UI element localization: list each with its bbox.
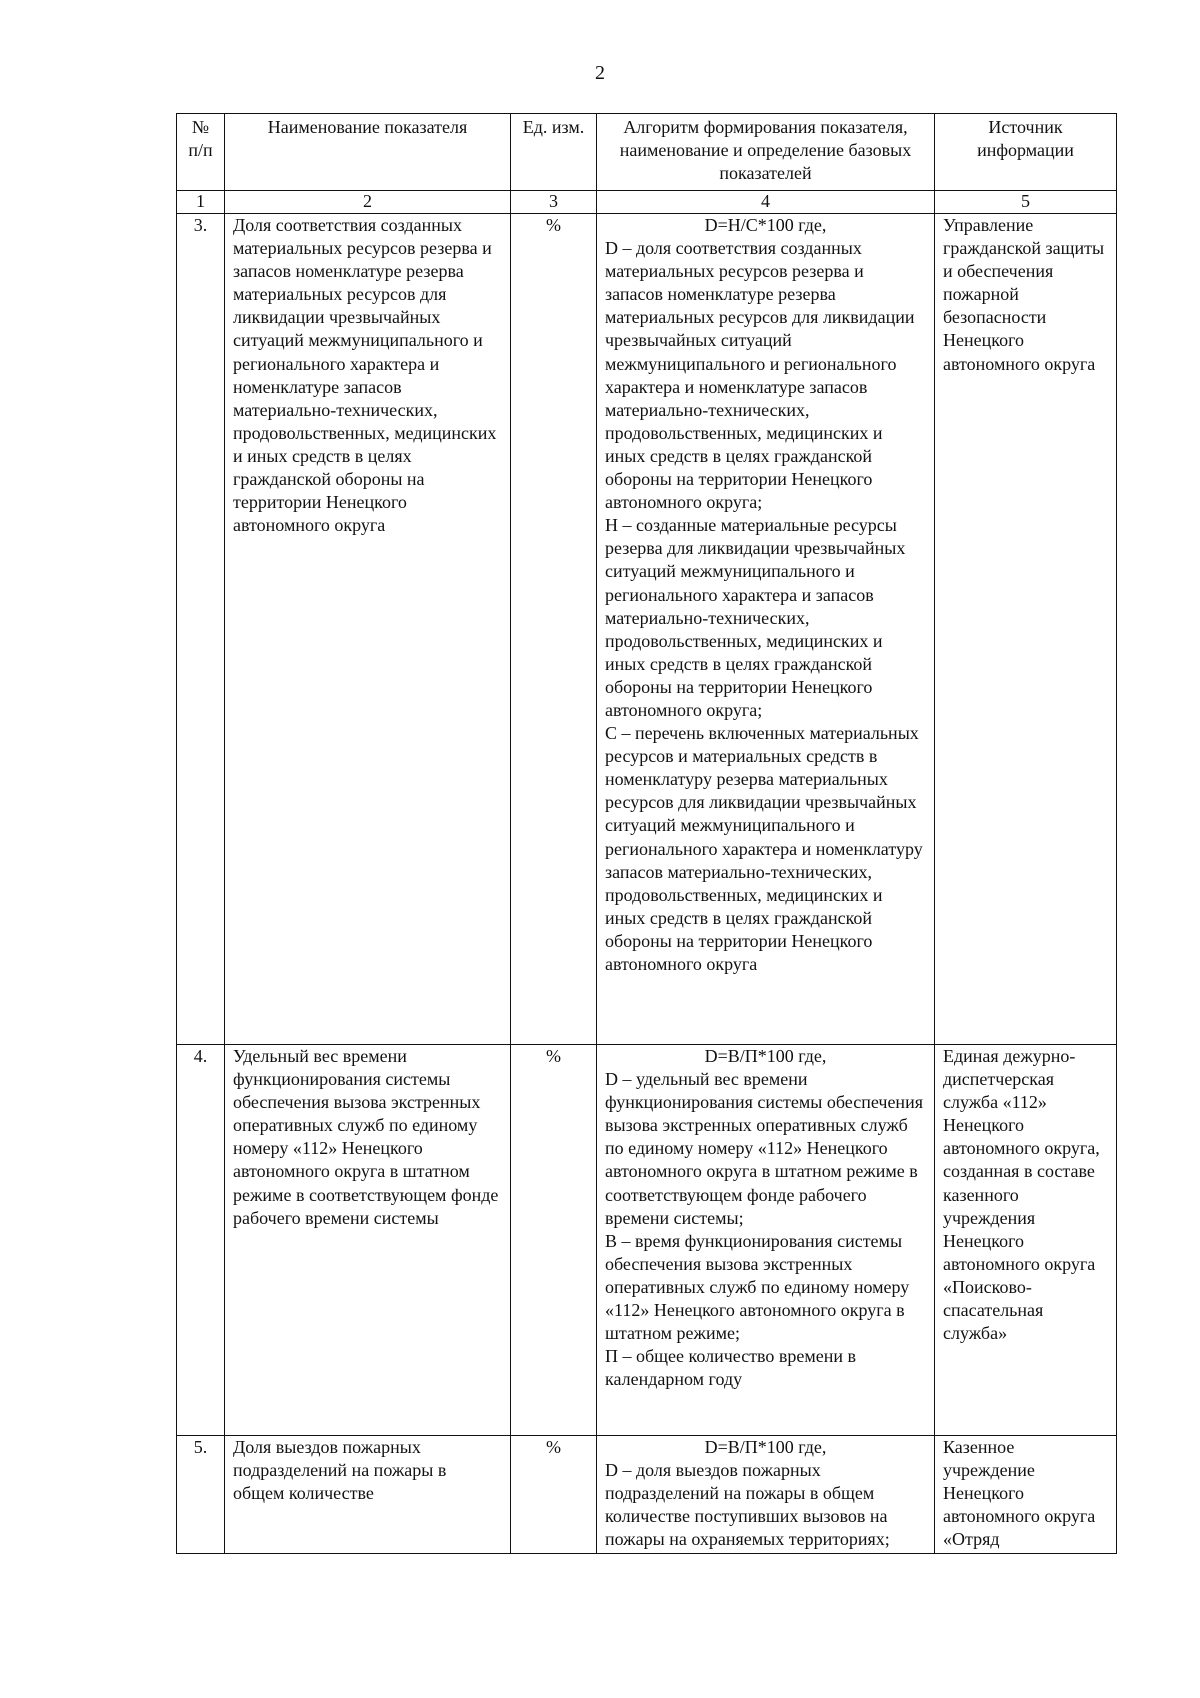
algorithm-definition: D – удельный вес времени функционирования системы обеспечения вызова экстренных оперативных служб по единому номеру «112» Ненецкого автономного округа в штатном режиме в соответствующем фонде рабочего времени системы; bbox=[605, 1069, 923, 1228]
algorithm-definition: П – общее количество времени в календарном году bbox=[605, 1346, 857, 1390]
table-header-row bbox=[177, 114, 1117, 191]
header-algorithm: Алгоритм формирования показателя, наименование и определение базовых показателей bbox=[597, 114, 935, 191]
algorithm-definition: С – перечень включенных материальных ресурсов и материальных средств в номенклатуру резерва материальных ресурсов для ликвидации чрезвычайных ситуаций межмуниципального и регионального характера и номенклатуру запасов материально-технических, продовольственных, медицинских и иных средств в целях гражданской обороны на территории Ненецкого автономного округа bbox=[605, 723, 923, 974]
header-unit: Ед. изм. bbox=[511, 114, 597, 191]
column-number: 5 bbox=[935, 191, 1117, 214]
table-row bbox=[177, 1436, 1117, 1554]
column-number-row bbox=[177, 191, 1117, 214]
table-row bbox=[177, 1045, 1117, 1436]
algorithm-definition: Н – созданные материальные ресурсы резерва для ликвидации чрезвычайных ситуаций межмуниципального и регионального характера и запасов материально-технических, продовольственных, медицинских и иных средств в целях гражданской обороны на территории Ненецкого автономного округа; bbox=[605, 515, 906, 720]
algorithm-definition: D – доля выездов пожарных подразделений на пожары в общем количестве поступивших вызовов на пожары на охраняемых территориях; bbox=[605, 1460, 890, 1550]
indicator-algorithm bbox=[597, 214, 935, 1045]
indicator-name: Доля соответствия созданных материальных ресурсов резерва и запасов номенклатуре резерва материальных ресурсов для ликвидации чрезвычайных ситуаций межмуниципального и регионального характера и номенклатуре запасов материально-технических, продовольственных, медицинских и иных средств в целях гражданской обороны на территории Ненецкого автономного округа bbox=[225, 214, 511, 1045]
algorithm-definition: D – доля соответствия созданных материальных ресурсов резерва и запасов номенклатуре резерва материальных ресурсов для ликвидации чрезвычайных ситуаций межмуниципального и регионального характера и номенклатуре запасов материально-технических, продовольственных, медицинских и иных средств в целях гражданской обороны на территории Ненецкого автономного округа; bbox=[605, 238, 915, 513]
indicator-unit: % bbox=[511, 214, 597, 1045]
row-number: 5. bbox=[177, 1436, 225, 1554]
column-number: 4 bbox=[597, 191, 935, 214]
information-source: Единая дежурно-диспетчерская служба «112» Ненецкого автономного округа, созданная в составе казенного учреждения Ненецкого автономного округа «Поисково-спасательная служба» bbox=[935, 1045, 1117, 1436]
row-number: 3. bbox=[177, 214, 225, 1045]
algorithm-definition: В – время функционирования системы обеспечения вызова экстренных оперативных служб по единому номеру «112» Ненецкого автономного округа в штатном режиме; bbox=[605, 1230, 910, 1344]
column-number: 1 bbox=[177, 191, 225, 214]
indicator-unit: % bbox=[511, 1045, 597, 1436]
header-num: № п/п bbox=[177, 114, 225, 191]
row-number: 4. bbox=[177, 1045, 225, 1436]
indicators-table bbox=[176, 113, 1117, 1554]
information-source: Управление гражданской защиты и обеспечения пожарной безопасности Ненецкого автономного округа bbox=[935, 214, 1117, 1045]
indicator-algorithm bbox=[597, 1436, 935, 1554]
indicator-name: Доля выездов пожарных подразделений на пожары в общем количестве bbox=[225, 1436, 511, 1554]
indicator-unit: % bbox=[511, 1436, 597, 1554]
header-source: Источник информации bbox=[935, 114, 1117, 191]
header-name: Наименование показателя bbox=[225, 114, 511, 191]
column-number: 2 bbox=[225, 191, 511, 214]
indicator-formula: D=H/C*100 где, bbox=[704, 215, 827, 235]
indicator-formula: D=B/П*100 где, bbox=[704, 1437, 827, 1457]
table-row bbox=[177, 214, 1117, 1045]
page-number: 2 bbox=[595, 62, 605, 84]
indicator-name: Удельный вес времени функционирования системы обеспечения вызова экстренных оперативных служб по единому номеру «112» Ненецкого автономного округа в штатном режиме в соответствующем фонде рабочего времени системы bbox=[225, 1045, 511, 1436]
indicator-formula: D=B/П*100 где, bbox=[704, 1046, 827, 1066]
indicator-algorithm bbox=[597, 1045, 935, 1436]
column-number: 3 bbox=[511, 191, 597, 214]
information-source: Казенное учреждение Ненецкого автономного округа «Отряд bbox=[935, 1436, 1117, 1554]
